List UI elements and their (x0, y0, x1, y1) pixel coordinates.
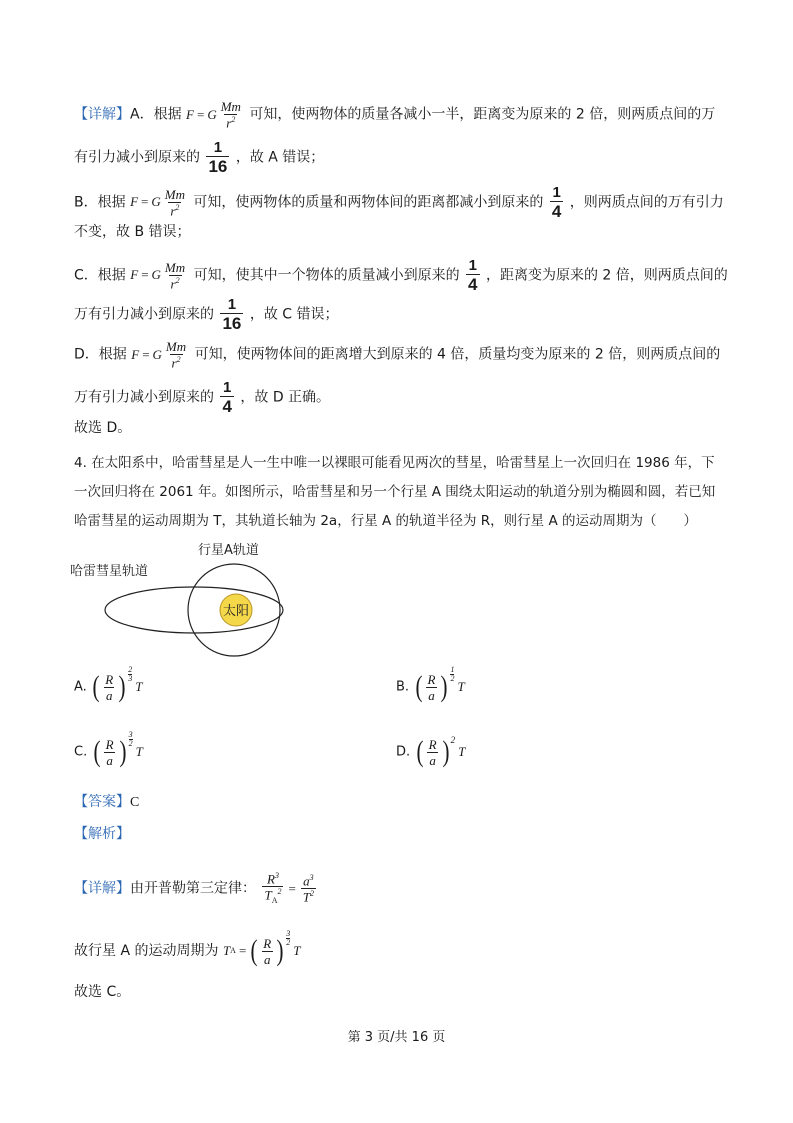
var-a: a (428, 687, 435, 703)
option-b[interactable] (396, 664, 465, 703)
var-T: T (222, 943, 231, 958)
choice-d: 故选 D。 (74, 420, 132, 436)
exponent-fraction (128, 666, 132, 683)
var-a: a (303, 873, 310, 889)
formula-fraction (219, 100, 243, 129)
exp: 2 (277, 887, 282, 897)
formula-Mm: Mm (164, 259, 186, 275)
frac-num: 1 (227, 296, 237, 313)
var-a: a (429, 752, 436, 768)
answer-line (74, 792, 139, 813)
option-d-formula: ( $\frac{R}{a}$ ) 2 T (416, 735, 466, 768)
choice-c: 故选 C。 (74, 984, 131, 1000)
option-b-line2: 不变，故 B 错误； (74, 224, 191, 240)
var-R: R (105, 671, 114, 687)
option-b-text: 可知，使两物体的质量和两物体间的距离都减小到原来的 (193, 194, 544, 211)
option-a-tail: ，故 A 错误； (235, 149, 325, 166)
option-a-formula: ( $\frac{R}{a}$ ) $\frac{2}{3}$ T (92, 664, 143, 703)
var-T: T (135, 679, 143, 694)
formula-r: r (226, 115, 232, 131)
frac-num: 1 (552, 184, 561, 201)
formula-exp: 2 (175, 202, 180, 212)
formula-fraction (164, 340, 188, 369)
frac-den: 16 (208, 157, 228, 176)
orbit-svg (70, 537, 300, 665)
conclusion-line (74, 928, 301, 967)
formula-G: G (152, 346, 162, 362)
exponent: 2 (450, 735, 456, 745)
var-R: R (428, 736, 437, 752)
fraction-1-16 (206, 140, 229, 175)
formula-G: G (207, 106, 217, 122)
option-c-formula: ( $\frac{R}{a}$ ) $\frac{3}{2}$ T (93, 729, 143, 768)
option-d-prefix: D．根据 (74, 346, 127, 363)
var-T: T (457, 679, 465, 694)
option-a-prefix: A．根据 (130, 106, 182, 123)
formula-G: G (151, 194, 161, 210)
option-c-prefix: C．根据 (74, 267, 126, 284)
exp: 3 (309, 872, 314, 882)
option-c-tail2: ，故 C 错误； (249, 306, 339, 323)
var-a: a (105, 687, 113, 703)
var-T: T (264, 887, 272, 903)
var-T: T (135, 744, 143, 759)
sub-A: A (271, 896, 278, 906)
exp-num: 3 (286, 928, 291, 938)
exp-num: 2 (128, 664, 133, 674)
var-a: a (106, 752, 113, 768)
option-b-formula: ( $\frac{R}{a}$ ) $\frac{1}{2}$ T (415, 664, 465, 703)
orbit-diagram (70, 537, 300, 665)
exp: 2 (310, 889, 315, 899)
option-c[interactable] (74, 729, 143, 768)
formula-Mm: Mm (165, 339, 187, 354)
formula-r: r (171, 355, 177, 371)
analysis-line (74, 824, 130, 844)
gravitation-formula: F = G $\frac{Mm}{r^2}$ (131, 339, 187, 371)
frac-den: 4 (222, 397, 232, 416)
option-a-line2: 有引力减小到原来的 (74, 149, 200, 166)
sun-label: 太阳 (222, 604, 250, 619)
sub-A: A (230, 946, 236, 955)
option-b-prefix: B．根据 (74, 194, 126, 211)
formula-Mm: Mm (164, 186, 185, 202)
formula-exp: 2 (175, 275, 180, 285)
answer-value: C (130, 795, 140, 810)
var-R: R (105, 736, 114, 752)
detail-tag: 【详解】 (74, 880, 130, 897)
fraction-1-4 (466, 258, 479, 293)
var-R: R (427, 671, 436, 687)
exp-num: 1 (450, 664, 455, 674)
kepler-formula: $\frac{R^3}{T_A^2}$ = $\frac{a^3}{T^2}$ (264, 871, 315, 906)
option-a[interactable] (74, 664, 143, 703)
fraction-1-4 (220, 380, 233, 415)
question-line1: 4. 在太阳系中，哈雷彗星是人一生中唯一以裸眼可能看见两次的彗星，哈雷彗星上一次回归在 1986 年，下 (74, 455, 715, 471)
formula-G: G (151, 267, 161, 283)
frac-num: 1 (223, 379, 232, 396)
option-d[interactable] (396, 737, 465, 767)
formula-exp: 2 (231, 115, 236, 124)
page-footer: 第 3 页/共 16 页 (347, 1030, 446, 1045)
formula-r: r (170, 276, 176, 292)
exp-den: 2 (286, 937, 291, 947)
formula-fraction (163, 188, 187, 217)
question-line3: 哈雷彗星的运动周期为 T，其轨道长轴为 2a，行星 A 的轨道半径为 R，则行星 A 的运动周期为（ ） (74, 513, 697, 529)
gravitation-formula: F = G $\frac{Mm}{r^2}$ (186, 99, 241, 131)
gravitation-formula: F = G $\frac{Mm}{r^2}$ (130, 186, 185, 219)
exp-den: 3 (128, 673, 133, 683)
result-formula: T A = ( $\frac{R}{a}$ ) $\frac{3}{2}$ T (222, 928, 301, 967)
formula-exp: 2 (176, 355, 181, 364)
option-b-tail: ，则两质点间的万有引力 (569, 194, 724, 211)
detail-b-line1 (74, 185, 724, 220)
exp-num: 3 (128, 729, 133, 739)
exponent-fraction (286, 930, 290, 947)
frac-den: 4 (468, 275, 478, 294)
frac-num: 1 (468, 257, 477, 274)
option-d-line2: 万有引力减小到原来的 (74, 389, 214, 406)
option-letter: C. (74, 744, 88, 760)
detail-d-line2 (74, 380, 330, 415)
var-T: T (293, 943, 301, 958)
answer-tag: 【答案】 (74, 794, 130, 810)
formula-fraction (163, 261, 187, 290)
detail-c-line1 (74, 258, 728, 293)
option-letter: B. (396, 679, 410, 695)
var-R: R (266, 871, 275, 887)
detail-d-line1 (74, 340, 720, 369)
analysis-tag: 【解析】 (74, 826, 130, 842)
var-R: R (263, 935, 272, 951)
detail-a-line2 (74, 140, 324, 175)
formula-F: F (130, 194, 139, 210)
detail-tag: 【详解】 (74, 106, 130, 123)
detail-b-line2 (74, 222, 191, 242)
comet-orbit-label: 哈雷彗星轨道 (70, 564, 149, 579)
comet-orbit-ellipse (105, 587, 283, 633)
formula-r: r (170, 203, 176, 219)
detail-a-line1 (74, 100, 715, 129)
question-line2: 一次回归将在 2061 年。如图所示，哈雷彗星和另一个行星 A 围绕太阳运动的轨道分别为椭圆和圆，若已知 (74, 484, 716, 500)
frac-den: 4 (551, 202, 562, 221)
detail2-line (74, 872, 318, 905)
option-d-tail2: ，故 D 正确。 (240, 389, 331, 406)
detail-c-line2 (74, 297, 339, 332)
exp-den: 2 (450, 673, 455, 683)
option-letter: A. (74, 679, 87, 695)
option-a-text: 可知，使两物体的质量各减小一半，距离变为原来的 2 倍，则两质点间的万 (249, 106, 716, 123)
fraction-1-4 (550, 185, 563, 220)
exponent-fraction (129, 731, 133, 748)
option-c-line2: 万有引力减小到原来的 (74, 306, 214, 323)
formula-F: F (130, 267, 139, 283)
conclusion-text: 故行星 A 的运动周期为 (74, 943, 219, 959)
exponent-fraction (450, 666, 454, 683)
var-a: a (264, 951, 271, 967)
formula-F: F (186, 106, 194, 122)
fraction-1-16 (220, 297, 243, 332)
kepler-text: 由开普勒第三定律： (130, 880, 256, 897)
frac-den: 16 (222, 314, 242, 333)
formula-F: F (131, 346, 140, 362)
exp: 3 (274, 871, 279, 880)
frac-num: 1 (213, 139, 223, 156)
option-c-tail: ，距离变为原来的 2 倍，则两质点间的 (485, 267, 728, 284)
var-T: T (458, 744, 466, 759)
gravitation-formula: F = G $\frac{Mm}{r^2}$ (130, 259, 186, 292)
option-letter: D. (396, 744, 411, 760)
exp-den: 2 (128, 738, 133, 748)
formula-Mm: Mm (220, 99, 241, 114)
option-d-text: 可知，使两物体间的距离增大到原来的 4 倍，质量均变为原来的 2 倍，则两质点间的 (194, 346, 721, 363)
var-T: T (302, 889, 311, 905)
option-c-text: 可知，使其中一个物体的质量减小到原来的 (193, 267, 460, 284)
planet-orbit-label: 行星A轨道 (198, 543, 259, 558)
